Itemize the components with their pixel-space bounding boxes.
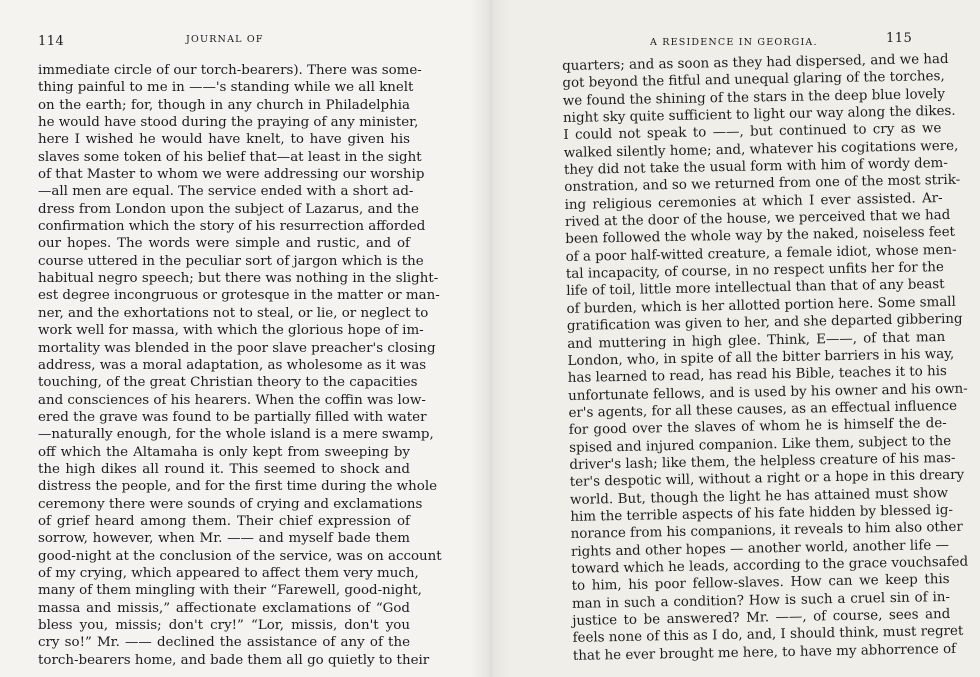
- text-line: and muttering in high glee. Think, E——, of that man: [567, 329, 946, 352]
- text-line: and consciences of his hearers. When the coffin was low-: [38, 392, 426, 408]
- text-line: rived at the door of the house, we perceived that we had: [564, 208, 951, 231]
- text-line: habitual negro speech; but there was nothing in the slight-: [38, 271, 439, 287]
- text-line: bless you, missis; don't cry!” “Lor, missis, don't you: [38, 618, 410, 633]
- text-line: touching, of the great Christian theory to the capacities: [38, 375, 418, 391]
- text-line: toward which he leads, according to the grace vouchsafed: [571, 554, 969, 577]
- text-line: —naturally enough, for the whole island is a mere swamp,: [38, 427, 434, 443]
- text-line: justice to be answered? Mr. ——, of course, sees and: [572, 606, 951, 629]
- text-line: unfortunate fellows, and is used by his owner and his own-: [568, 381, 968, 404]
- text-line: good-night at the conclusion of the service, was on account: [38, 548, 442, 564]
- text-line: he would have stood during the praying of any minister,: [38, 115, 419, 131]
- right-page: [490, 0, 980, 677]
- text-line: of burden, which is her allotted portion here. Some small: [566, 294, 956, 317]
- text-line: immediate circle of our torch-bearers). There was some-: [38, 63, 422, 78]
- text-line: man in such a condition? How is such a cruel sin of in-: [571, 589, 951, 612]
- text-line: slaves some token of his belief that—at least in the sight: [38, 149, 422, 165]
- text-line: torch-bearers home, and bade them all go quietly to their: [38, 652, 430, 668]
- text-line: tal incapacity, of course, in no respect unfits her for the: [565, 260, 945, 283]
- text-line: to him, his poor fellow-slaves. How can we keep this: [571, 572, 950, 595]
- text-line: norance from his companions, it reveals to him also other: [570, 520, 963, 543]
- text-line: him the terrible aspects of his fate hidden by blessed ig-: [570, 502, 954, 525]
- text-line: ered the grave was found to be partially filled with water: [38, 409, 427, 425]
- text-line: been followed the whole way by the naked, noiseless feet: [565, 225, 956, 248]
- text-line: ing religious ceremonies at which I ever assisted. Ar-: [564, 190, 943, 213]
- text-line: sorrow, however, when Mr. —— and myself bade them: [38, 531, 410, 547]
- text-line: of my crying, which appeared to affect them very much,: [38, 565, 419, 581]
- book-gutter: [470, 0, 510, 677]
- text-line: the high dikes all round it. This seemed to shock and: [38, 461, 410, 477]
- text-line: —all men are equal. The service ended with a short ad-: [38, 184, 414, 200]
- text-line: London, who, in spite of all the bitter barriers in his way,: [567, 346, 955, 369]
- right-page-number: 115: [886, 31, 913, 46]
- text-line: here I wished he would have knelt, to have given his: [38, 132, 410, 148]
- text-line: onstration, and so we returned from one of the most strik-: [564, 173, 961, 196]
- text-line: of grief heard among them. Their chief expression of: [38, 513, 410, 529]
- text-line: confirmation which the story of his resurrection afforded: [38, 219, 426, 235]
- text-line: ter's despotic will, without a right or a hope in this dreary: [569, 467, 965, 491]
- text-line: we found the shining of the stars in the deep blue lovely: [562, 86, 946, 109]
- left-page-text: [38, 62, 442, 669]
- text-line: driver's lash; like them, the helpless creature of his mas-: [569, 450, 956, 473]
- text-line: quarters; and as soon as they had dispersed, and we had: [562, 51, 949, 74]
- text-line: night sky quite sufficient to light our way along the dikes.: [562, 103, 956, 127]
- text-line: life of toil, little more intellectual than that of any beast: [566, 277, 945, 300]
- text-line: has learned to read, has read his Bible, teaches it to his: [567, 364, 947, 387]
- text-line: many of them mingling with their “Farewell, good-night,: [38, 583, 422, 599]
- text-line: world. But, though the light he has attained must show: [569, 485, 949, 508]
- text-line: off which the Altamaha is only kept from sweeping by: [38, 444, 410, 460]
- text-line: er's agents, for all these causes, as an effectual influence: [568, 398, 958, 421]
- text-line: our hopes. The words were simple and rustic, and of: [38, 236, 410, 252]
- text-line: gratification was given to her, and she departed gibbering: [566, 311, 963, 335]
- text-line: I could not speak to ——, but continued to cry as we: [563, 121, 942, 144]
- text-line: rights and other hopes — another world, another life —: [570, 537, 950, 560]
- right-page-text: [562, 51, 969, 665]
- text-line: for good over the slaves of whom he is himself the de-: [568, 416, 947, 439]
- text-line: spised and injured companion. Like them, subject to the: [569, 433, 952, 456]
- left-page-number: 114: [38, 34, 65, 49]
- left-running-head: JOURNAL OF: [186, 34, 264, 45]
- text-line: work well for massa, with which the glorious hope of im-: [38, 323, 424, 339]
- text-line: ceremony there were sounds of crying and exclamations: [38, 496, 423, 512]
- text-line: mortality was blended in the poor slave preacher's closing: [38, 340, 436, 356]
- text-line: they did not take the usual form with him of wordy dem-: [563, 156, 948, 179]
- text-line: est degree incongruous or grotesque in the matter or man-: [38, 288, 440, 304]
- text-line: of that Master to whom we were addressing our worship: [38, 167, 425, 183]
- text-line: dress from London upon the subject of Lazarus, and the: [38, 201, 419, 217]
- text-line: of a poor half-witted creature, a female idiot, whose men-: [565, 242, 957, 265]
- text-line: massa and missis,” affectionate exclamations of “God: [38, 600, 410, 616]
- text-line: course uttered in the peculiar sort of jargon which is the: [38, 253, 424, 269]
- text-line: on the earth; for, though in any church in Philadelphia: [38, 97, 410, 113]
- right-running-head: A RESIDENCE IN GEORGIA.: [650, 37, 818, 48]
- text-line: got beyond the fitful and unequal glaring of the torches,: [562, 69, 945, 92]
- text-line: walked silently home; and, whatever his cogitations were,: [563, 138, 959, 161]
- text-line: that he ever brought me here, to have my abhorrence of: [572, 641, 957, 664]
- text-line: ner, and the exhortations not to steal, or lie, or neglect to: [38, 305, 429, 321]
- text-line: feels none of this as I do, and, I should think, must regret: [572, 624, 964, 647]
- text-line: cry so!” Mr. —— declined the assistance of any of the: [38, 635, 410, 651]
- text-line: distress the people, and for the first time during the whole: [38, 479, 438, 495]
- text-line: address, was a moral adaptation, as wholesome as it was: [38, 357, 427, 373]
- text-line: thing painful to me in ——'s standing while we all knelt: [38, 80, 414, 96]
